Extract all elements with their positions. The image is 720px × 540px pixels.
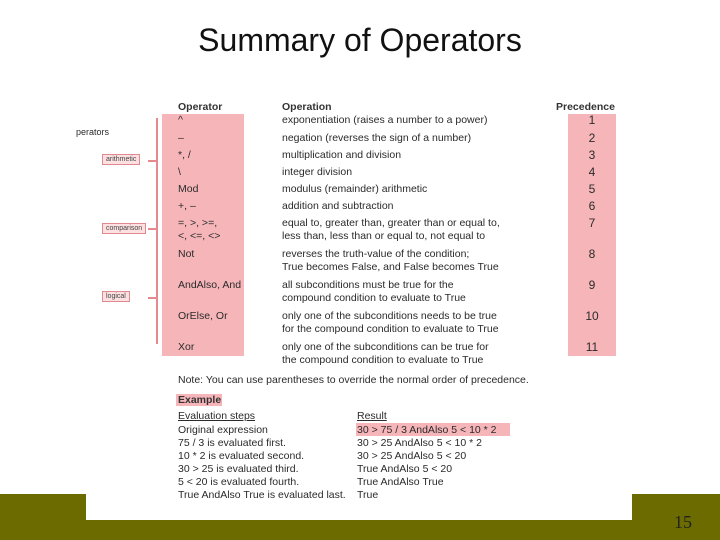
row-operator: Xor	[178, 341, 195, 353]
row-operator: ^	[178, 114, 183, 126]
row-precedence: 10	[585, 309, 599, 323]
example-result: 30 > 75 / 3 AndAlso 5 < 10 * 2	[357, 424, 497, 436]
row-operation-line2: True becomes False, and False becomes True	[282, 261, 499, 273]
row-operation: equal to, greater than, greater than or equal to,	[282, 217, 500, 229]
row-operation: exponentiation (raises a number to a power)	[282, 114, 488, 126]
row-operation: multiplication and division	[282, 149, 402, 161]
slide-title: Summary of Operators	[198, 22, 522, 58]
row-operator: =, >, >=,	[178, 217, 218, 229]
example-step: Original expression	[178, 424, 268, 436]
example-result: 30 > 25 AndAlso 5 < 20	[357, 450, 467, 462]
row-operator: OrElse, Or	[178, 310, 228, 322]
bracket-line	[148, 297, 158, 299]
row-operation: addition and subtraction	[282, 200, 394, 212]
row-operation: integer division	[282, 166, 353, 178]
row-precedence: 2	[588, 131, 596, 145]
row-operator: AndAlso, And	[178, 279, 242, 291]
row-operation: negation (reverses the sign of a number)	[282, 132, 472, 144]
example-result: True AndAlso 5 < 20	[357, 463, 453, 475]
row-precedence: 5	[588, 182, 596, 196]
row-precedence: 7	[588, 216, 596, 230]
row-operator: Mod	[178, 183, 199, 195]
example-step: 30 > 25 is evaluated third.	[178, 463, 299, 475]
header-precedence: Precedence	[556, 101, 615, 113]
row-operation-line2: the compound condition to evaluate to True	[282, 354, 484, 366]
row-operator-line2: <, <=, <>	[178, 230, 221, 242]
example-step: 10 * 2 is evaluated second.	[178, 450, 305, 462]
row-operator: Not	[178, 248, 195, 260]
row-operation: reverses the truth-value of the condition;	[282, 248, 470, 260]
header-operation: Operation	[282, 101, 332, 113]
row-operation-line2: for the compound condition to evaluate to True	[282, 323, 499, 335]
bracket-line	[148, 160, 158, 162]
row-operation: only one of the subconditions can be true for	[282, 341, 489, 353]
bracket-line	[148, 228, 158, 230]
row-precedence: 9	[588, 278, 596, 292]
example-title: Example	[178, 394, 222, 406]
row-precedence: 11	[585, 340, 599, 354]
left-fragment-text: perators	[76, 127, 110, 137]
example-step: True AndAlso True is evaluated last.	[178, 489, 346, 501]
row-operator: *, /	[178, 149, 191, 161]
page-number: 15	[674, 512, 692, 532]
precedence-note: Note: You can use parentheses to override the normal order of precedence.	[178, 374, 529, 386]
row-precedence: 8	[588, 247, 596, 261]
callout-comparison: comparison	[102, 223, 146, 234]
bracket-line	[156, 118, 158, 344]
row-precedence: 6	[588, 199, 596, 213]
example-result: True	[357, 489, 379, 501]
callout-arithmetic: arithmetic	[102, 154, 140, 165]
example-result: 30 > 25 AndAlso 5 < 10 * 2	[357, 437, 482, 449]
row-operation: only one of the subconditions needs to be true	[282, 310, 497, 322]
example-result: True AndAlso True	[357, 476, 444, 488]
example-step: 5 < 20 is evaluated fourth.	[178, 476, 300, 488]
header-operator: Operator	[178, 101, 223, 113]
row-operator: \	[178, 166, 181, 178]
row-operation: all subconditions must be true for the	[282, 279, 454, 291]
example-step: 75 / 3 is evaluated first.	[178, 437, 286, 449]
row-operator: +, –	[178, 200, 196, 212]
callout-logical: logical	[102, 291, 130, 302]
operator-table-panel	[76, 90, 632, 520]
row-operator: –	[178, 132, 184, 144]
row-precedence: 1	[588, 113, 596, 127]
row-operation: modulus (remainder) arithmetic	[282, 183, 428, 195]
row-operation-line2: compound condition to evaluate to True	[282, 292, 466, 304]
example-result-header: Result	[357, 410, 387, 422]
row-operation-line2: less than, less than or equal to, not equal to	[282, 230, 486, 242]
row-precedence: 3	[588, 148, 596, 162]
row-precedence: 4	[588, 165, 596, 179]
example-steps-header: Evaluation steps	[178, 410, 256, 422]
